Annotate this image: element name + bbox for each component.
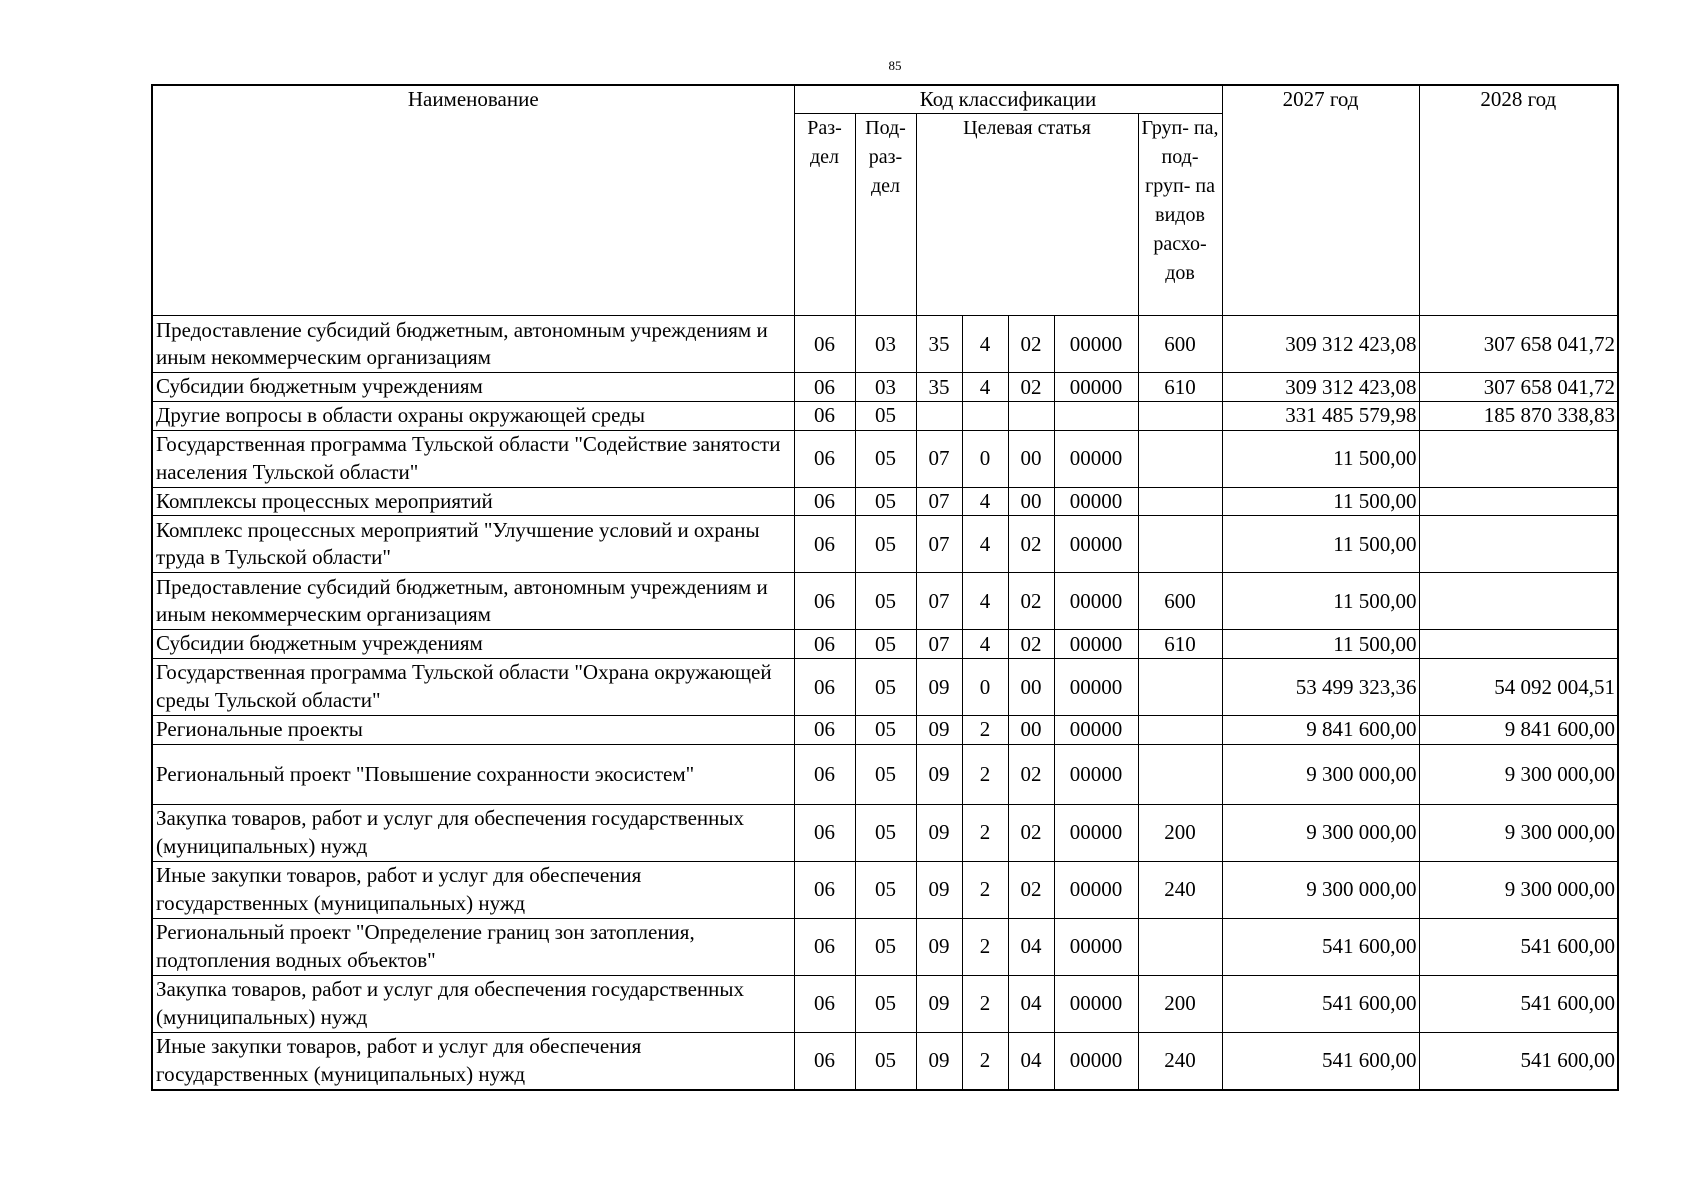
row-name: Государственная программа Тульской области "Содействие занятости населения Тульской области" [152,430,794,487]
row-amount-2028 [1419,487,1618,516]
table-row [152,373,1618,402]
table-row [152,402,1618,431]
row-target-type: 4 [962,573,1008,630]
row-target-type: 4 [962,316,1008,373]
header-code: Код классификации [794,85,1222,114]
table-row [152,804,1618,861]
row-section: 06 [794,316,855,373]
row-target-type: 4 [962,373,1008,402]
row-amount-2027: 541 600,00 [1222,975,1419,1032]
row-target-element: 00 [1008,659,1054,716]
row-target-element: 04 [1008,1032,1054,1090]
row-expense-group: 200 [1138,804,1222,861]
row-section: 06 [794,975,855,1032]
row-target-element: 02 [1008,744,1054,804]
header-target-article: Целевая статья [916,114,1138,316]
row-target-type: 0 [962,430,1008,487]
row-target-type [962,402,1008,431]
row-target-element [1008,402,1054,431]
row-amount-2027: 9 300 000,00 [1222,744,1419,804]
row-amount-2027: 541 600,00 [1222,918,1419,975]
row-expense-group [1138,659,1222,716]
row-target-program: 09 [916,744,962,804]
row-target-program: 09 [916,861,962,918]
row-subsection: 05 [855,918,916,975]
row-target-program: 07 [916,630,962,659]
row-subsection: 05 [855,402,916,431]
row-subsection: 03 [855,373,916,402]
row-target-type: 2 [962,861,1008,918]
row-target-element: 04 [1008,918,1054,975]
row-name: Субсидии бюджетным учреждениям [152,630,794,659]
row-name: Другие вопросы в области охраны окружающей среды [152,402,794,431]
row-amount-2028: 9 300 000,00 [1419,804,1618,861]
row-expense-group: 200 [1138,975,1222,1032]
row-subsection: 03 [855,316,916,373]
row-section: 06 [794,487,855,516]
header-year-2028: 2028 год [1419,85,1618,316]
row-target-type: 2 [962,804,1008,861]
row-amount-2027: 11 500,00 [1222,573,1419,630]
table-row [152,744,1618,804]
row-amount-2027: 11 500,00 [1222,516,1419,573]
row-target-direction: 00000 [1054,487,1138,516]
row-section: 06 [794,804,855,861]
row-section: 06 [794,744,855,804]
row-target-direction: 00000 [1054,975,1138,1032]
row-target-direction: 00000 [1054,1032,1138,1090]
row-target-program: 09 [916,716,962,745]
row-expense-group: 240 [1138,1032,1222,1090]
row-amount-2028: 54 092 004,51 [1419,659,1618,716]
row-expense-group: 240 [1138,861,1222,918]
row-target-type: 4 [962,487,1008,516]
row-expense-group [1138,744,1222,804]
row-section: 06 [794,1032,855,1090]
row-target-direction: 00000 [1054,744,1138,804]
table-row [152,716,1618,745]
row-section: 06 [794,861,855,918]
row-amount-2027: 541 600,00 [1222,1032,1419,1090]
row-expense-group [1138,430,1222,487]
row-expense-group [1138,516,1222,573]
row-expense-group: 600 [1138,573,1222,630]
row-target-type: 2 [962,716,1008,745]
row-section: 06 [794,630,855,659]
table-row [152,975,1618,1032]
row-target-element: 00 [1008,716,1054,745]
row-amount-2028 [1419,430,1618,487]
row-target-type: 0 [962,659,1008,716]
row-target-direction [1054,402,1138,431]
row-amount-2028: 185 870 338,83 [1419,402,1618,431]
row-subsection: 05 [855,716,916,745]
row-amount-2027: 9 300 000,00 [1222,804,1419,861]
row-expense-group: 610 [1138,373,1222,402]
row-subsection: 05 [855,861,916,918]
row-amount-2028: 9 841 600,00 [1419,716,1618,745]
row-section: 06 [794,918,855,975]
row-target-type: 4 [962,630,1008,659]
header-year-2027: 2027 год [1222,85,1419,316]
row-expense-group [1138,716,1222,745]
row-amount-2028: 541 600,00 [1419,1032,1618,1090]
row-amount-2027: 11 500,00 [1222,487,1419,516]
row-name: Иные закупки товаров, работ и услуг для обеспечения государственных (муниципальных) нужд [152,1032,794,1090]
row-amount-2027: 309 312 423,08 [1222,373,1419,402]
row-amount-2028 [1419,516,1618,573]
row-target-element: 02 [1008,516,1054,573]
row-target-direction: 00000 [1054,373,1138,402]
row-target-direction: 00000 [1054,630,1138,659]
row-name: Предоставление субсидий бюджетным, автономным учреждениям и иным некоммерческим организациям [152,573,794,630]
row-target-direction: 00000 [1054,804,1138,861]
row-section: 06 [794,573,855,630]
row-subsection: 05 [855,1032,916,1090]
table-row [152,659,1618,716]
row-amount-2028: 9 300 000,00 [1419,861,1618,918]
row-target-element: 02 [1008,804,1054,861]
table-row [152,630,1618,659]
row-amount-2027: 309 312 423,08 [1222,316,1419,373]
row-amount-2028: 9 300 000,00 [1419,744,1618,804]
row-target-program: 09 [916,1032,962,1090]
row-target-direction: 00000 [1054,716,1138,745]
row-amount-2027: 9 841 600,00 [1222,716,1419,745]
row-target-element: 00 [1008,487,1054,516]
row-target-direction: 00000 [1054,659,1138,716]
row-target-program: 09 [916,659,962,716]
row-subsection: 05 [855,516,916,573]
row-amount-2028: 541 600,00 [1419,975,1618,1032]
row-target-program [916,402,962,431]
header-section: Раз- дел [794,114,855,316]
row-target-type: 2 [962,744,1008,804]
row-amount-2027: 11 500,00 [1222,430,1419,487]
row-name: Иные закупки товаров, работ и услуг для обеспечения государственных (муниципальных) нужд [152,861,794,918]
row-amount-2027: 331 485 579,98 [1222,402,1419,431]
row-target-direction: 00000 [1054,316,1138,373]
table-row [152,918,1618,975]
row-amount-2028: 307 658 041,72 [1419,316,1618,373]
row-amount-2028 [1419,573,1618,630]
row-name: Закупка товаров, работ и услуг для обеспечения государственных (муниципальных) нужд [152,804,794,861]
table-row [152,573,1618,630]
row-section: 06 [794,373,855,402]
row-amount-2028: 307 658 041,72 [1419,373,1618,402]
row-name: Субсидии бюджетным учреждениям [152,373,794,402]
row-expense-group [1138,402,1222,431]
row-name: Закупка товаров, работ и услуг для обеспечения государственных (муниципальных) нужд [152,975,794,1032]
row-target-program: 07 [916,430,962,487]
row-name: Государственная программа Тульской области "Охрана окружающей среды Тульской области" [152,659,794,716]
row-target-program: 09 [916,804,962,861]
row-target-element: 00 [1008,430,1054,487]
row-name: Региональный проект "Повышение сохранности экосистем" [152,744,794,804]
row-section: 06 [794,402,855,431]
row-target-type: 2 [962,1032,1008,1090]
table-row [152,1032,1618,1090]
row-amount-2027: 11 500,00 [1222,630,1419,659]
table-row [152,316,1618,373]
row-subsection: 05 [855,975,916,1032]
row-subsection: 05 [855,487,916,516]
row-name: Комплекс процессных мероприятий "Улучшение условий и охраны труда в Тульской области" [152,516,794,573]
table-row [152,516,1618,573]
row-subsection: 05 [855,430,916,487]
row-target-element: 04 [1008,975,1054,1032]
table-body [152,316,1618,1090]
row-amount-2028 [1419,630,1618,659]
row-target-direction: 00000 [1054,573,1138,630]
row-subsection: 05 [855,573,916,630]
table-header [152,85,1618,316]
row-target-direction: 00000 [1054,861,1138,918]
row-target-type: 4 [962,516,1008,573]
row-subsection: 05 [855,804,916,861]
row-section: 06 [794,516,855,573]
table-row [152,861,1618,918]
row-amount-2027: 9 300 000,00 [1222,861,1419,918]
row-expense-group: 610 [1138,630,1222,659]
row-target-type: 2 [962,918,1008,975]
row-section: 06 [794,659,855,716]
row-target-element: 02 [1008,316,1054,373]
row-subsection: 05 [855,744,916,804]
row-section: 06 [794,716,855,745]
header-name: Наименование [152,85,794,316]
row-target-direction: 00000 [1054,918,1138,975]
page-number: 85 [888,58,902,73]
row-target-program: 07 [916,573,962,630]
row-target-program: 09 [916,918,962,975]
row-name: Региональный проект "Определение границ зон затопления, подтопления водных объектов" [152,918,794,975]
table-row [152,430,1618,487]
row-subsection: 05 [855,630,916,659]
row-target-element: 02 [1008,861,1054,918]
row-target-program: 07 [916,487,962,516]
table-row [152,487,1618,516]
row-target-element: 02 [1008,373,1054,402]
row-expense-group: 600 [1138,316,1222,373]
row-target-direction: 00000 [1054,430,1138,487]
row-target-type: 2 [962,975,1008,1032]
row-target-program: 09 [916,975,962,1032]
row-name: Региональные проекты [152,716,794,745]
row-expense-group [1138,918,1222,975]
row-amount-2027: 53 499 323,36 [1222,659,1419,716]
header-expense-group: Груп- па, под- груп- па видов расхо- дов [1138,114,1222,316]
row-target-element: 02 [1008,630,1054,659]
row-target-element: 02 [1008,573,1054,630]
row-section: 06 [794,430,855,487]
row-target-program: 35 [916,316,962,373]
row-target-program: 07 [916,516,962,573]
row-amount-2028: 541 600,00 [1419,918,1618,975]
row-target-direction: 00000 [1054,516,1138,573]
header-subsection: Под- раз- дел [855,114,916,316]
budget-table [151,84,1619,1091]
row-subsection: 05 [855,659,916,716]
row-expense-group [1138,487,1222,516]
row-name: Предоставление субсидий бюджетным, автономным учреждениям и иным некоммерческим организациям [152,316,794,373]
row-name: Комплексы процессных мероприятий [152,487,794,516]
row-target-program: 35 [916,373,962,402]
